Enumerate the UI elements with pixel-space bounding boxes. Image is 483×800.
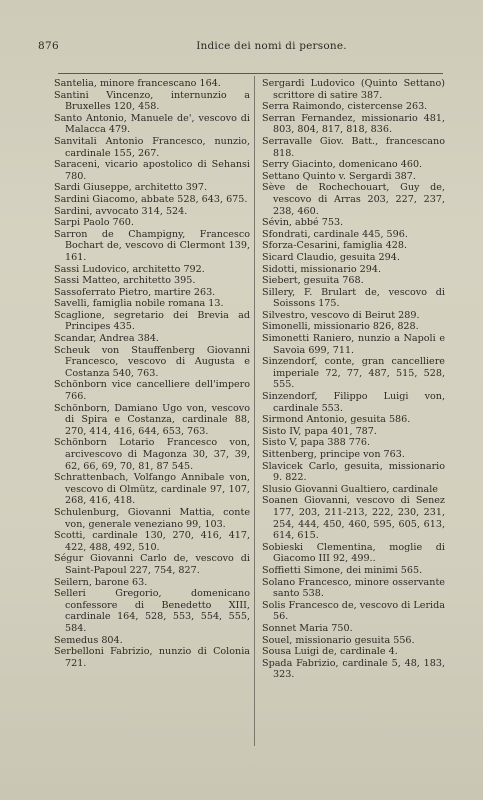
index-entry: Serbelloni Fabrizio, nunzio di Colonia 721. [54, 646, 250, 669]
index-entry: Sidotti, missionario 294. [262, 263, 382, 275]
index-entry: Sirmond Antonio, gesuita 586. [262, 414, 411, 426]
index-entry: Sarpi Paolo 760. [54, 217, 134, 229]
index-column-right [262, 78, 445, 681]
index-entry: Serran Fernandez, missionario 481, 803, 804, 817, 818, 836. [262, 112, 445, 136]
index-entry: Santelia, minore francescano 164. [54, 78, 221, 89]
index-entry: Schönborn Lotario Francesco von, arcivescovo di Magonza 30, 37, 39, 62, 66, 69, 70, 81, 87 545. [54, 437, 250, 472]
index-entry: Ségur Giovanni Carlo de, vescovo di Saint-Papoul 227, 754, 827. [54, 553, 250, 576]
index-entry: Schulenburg, Giovanni Mattia, conte von, generale veneziano 99, 103. [54, 506, 250, 530]
index-entry: Seilern, barone 63. [54, 576, 148, 588]
index-entry: Sousa Luigi de, cardinale 4. [262, 646, 398, 658]
index-entry: Serry Giacinto, domenicano 460. [262, 159, 423, 171]
index-entry: Schrattenbach, Volfango Annibale von, vescovo di Olmütz, cardinale 97, 107, 268, 416, 418. [54, 472, 250, 507]
index-entry: Scotti, cardinale 130, 270, 416, 417, 422, 488, 492, 510. [54, 530, 250, 553]
index-entry: Sittenberg, principe von 763. [262, 449, 405, 460]
index-entry: Sforza-Cesarini, famiglia 428. [262, 240, 408, 252]
index-entry: Santo Antonio, Manuele de', vescovo di Malacca 479. [54, 112, 250, 136]
index-entry: Scheuk von Stauffenberg Giovanni Francesco, vescovo di Augusta e Costanza 540, 763. [54, 344, 250, 379]
index-entry: Sassi Matteo, architetto 395. [54, 275, 196, 287]
index-column-left [54, 78, 250, 669]
index-entry: Soanen Giovanni, vescovo di Senez 177, 203, 211-213, 222, 230, 231, 254, 444, 450, 460, 595, 605, 613, 614, 615. [262, 495, 445, 542]
index-entry: Silvestro, vescovo di Beirut 289. [262, 309, 420, 321]
index-entry: Sanvitali Antonio Francesco, nunzio, cardinale 155, 267. [54, 135, 250, 159]
index-entry: Sisto IV, papa 401, 787. [262, 425, 377, 437]
index-entry: Sarron de Champigny, Francesco Bochart de, vescovo di Clermont 139, 161. [54, 228, 250, 263]
column-divider [254, 76, 255, 746]
index-entry: Sergardi Ludovico (Quinto Settano) scrittore di satire 387. [262, 78, 445, 101]
index-entry: Sisto V, papa 388 776. [262, 437, 371, 449]
index-entry: Sillery, F. Brulart de, vescovo di Soissons 175. [262, 286, 445, 310]
index-entry: Schönborn vice cancelliere dell'impero 766. [54, 379, 250, 403]
index-entry: Sinzendorf, Filippo Luigi von, cardinale 553. [262, 391, 445, 414]
page-number: 876 [38, 40, 59, 52]
index-entry: Selleri Gregorio, domenicano confessore di Benedetto XIII, cardinale 164, 528, 553, 554, 555, 584. [54, 588, 250, 634]
index-entry: Solano Francesco, minore osservante santo 538. [262, 576, 445, 600]
index-entry: Savelli, famiglia nobile romana 13. [54, 298, 224, 310]
index-entry: Sardi Giuseppe, architetto 397. [54, 182, 208, 194]
index-entry: Simonetti Raniero, nunzio a Napoli e Savoia 699, 711. [262, 333, 445, 356]
index-entry: Serravalle Giov. Batt., francescano 818. [262, 135, 445, 159]
page-header [38, 40, 445, 58]
index-entry: Siebert, gesuita 768. [262, 275, 364, 287]
index-entry: Schönborn, Damiano Ugo von, vescovo di Spira e Costanza, cardinale 88, 270, 414, 416, 644, 653, 763. [54, 402, 250, 437]
index-entry: Serra Raimondo, cistercense 263. [262, 101, 428, 113]
index-entry: Spada Fabrizio, cardinale 5, 48, 183, 323. [262, 657, 445, 681]
index-entry: Sinzendorf, conte, gran cancelliere imperiale 72, 77, 487, 515, 528, 555. [262, 356, 445, 391]
index-entry: Sève de Rochechouart, Guy de, vescovo di Arras 203, 227, 237, 238, 460. [262, 182, 445, 217]
index-entry: Scaglione, segretario dei Brevia ad Principes 435. [54, 309, 250, 333]
index-entry: Sfondrati, cardinale 445, 596. [262, 228, 408, 240]
index-entry: Soffietti Simone, dei minimi 565. [262, 564, 423, 576]
index-entry: Semedus 804. [54, 634, 123, 646]
header-rule [58, 73, 443, 74]
index-entry: Sévin, abbé 753. [262, 217, 344, 229]
index-entry: Sassoferrato Pietro, martire 263. [54, 286, 216, 298]
running-title: Indice dei nomi di persone. [196, 40, 347, 52]
index-entry: Sassi Ludovico, architetto 792. [54, 263, 205, 275]
index-entry: Scandar, Andrea 384. [54, 333, 159, 345]
index-entry: Sardini Giacomo, abbate 528, 643, 675. [54, 193, 248, 205]
index-entry: Sonnet Maria 750. [262, 622, 353, 634]
index-entry: Solis Francesco de, vescovo di Lerida 56. [262, 599, 445, 623]
index-entry: Settano Quinto v. Sergardi 387. [262, 170, 416, 182]
index-entry: Sobieski Clementina, moglie di Giacomo III 92, 499.. [262, 541, 445, 565]
index-entry: Sardini, avvocato 314, 524. [54, 205, 188, 217]
index-entry: Simonelli, missionario 826, 828. [262, 321, 419, 333]
index-entry: Sicard Claudio, gesuita 294. [262, 251, 400, 263]
index-entry: Souel, missionario gesuita 556. [262, 634, 415, 646]
index-entry: Saraceni, vicario apostolico di Sehansi 780. [54, 159, 250, 182]
index-entry: Santini Vincenzo, internunzio a Bruxelles 120, 458. [54, 89, 250, 113]
index-entry: Slusio Giovanni Gualtiero, cardinale [262, 483, 438, 495]
index-entry: Slavicek Carlo, gesuita, missionario 9. 822. [262, 460, 445, 484]
